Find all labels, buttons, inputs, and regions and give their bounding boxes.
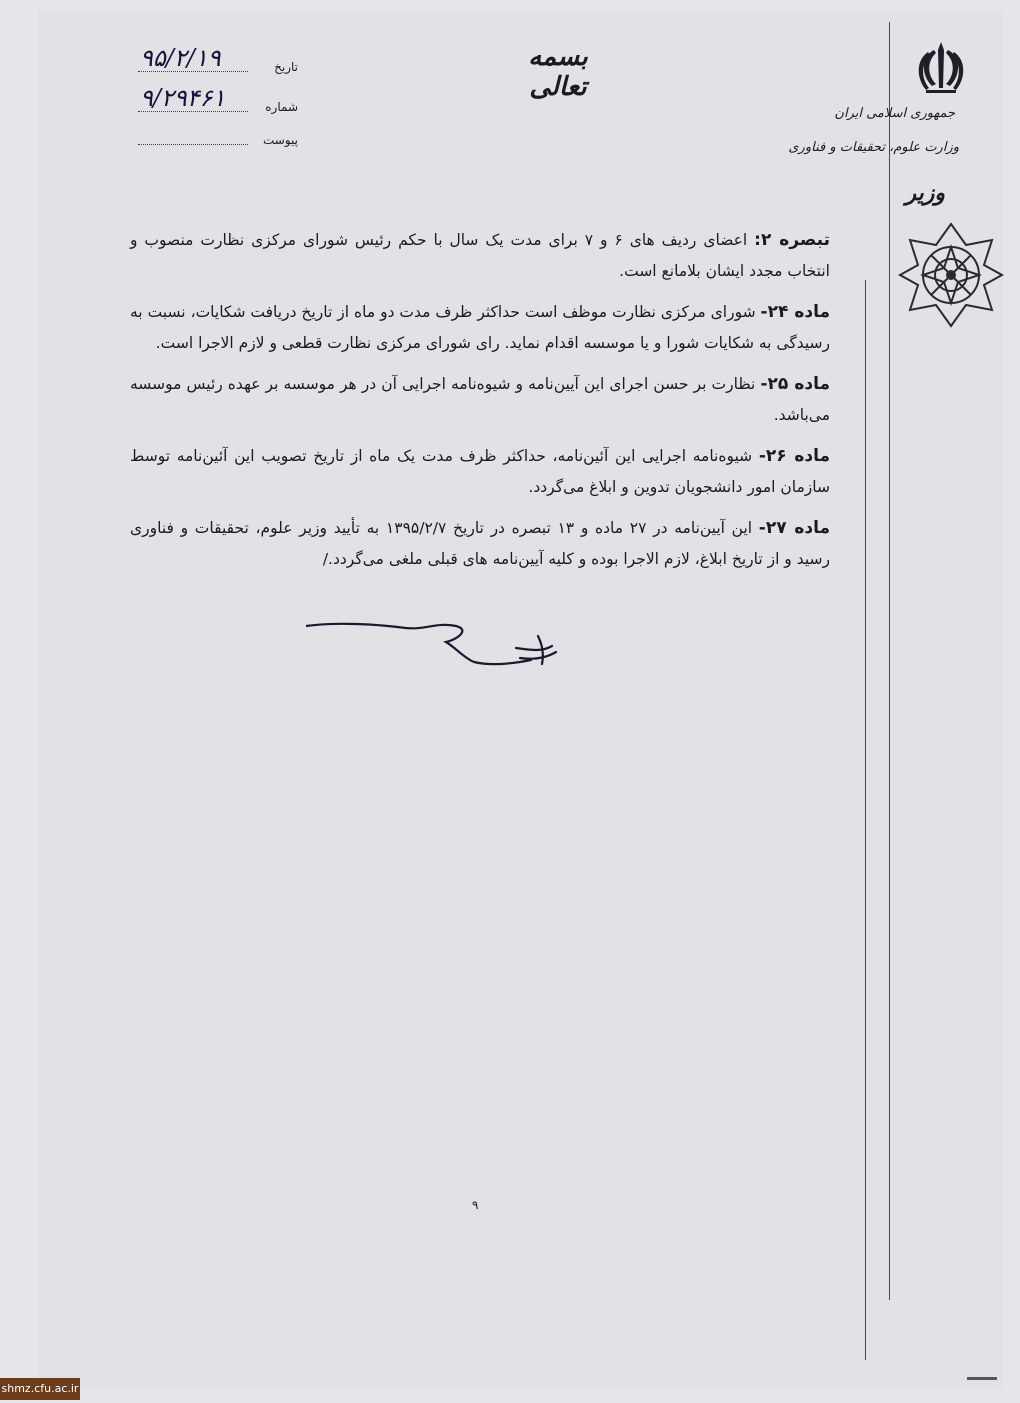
invocation-heading: بسمه تعالی (528, 42, 588, 102)
article-heading: ماده ۲۷- (758, 518, 830, 538)
article-text: شورای مرکزی نظارت موظف است حداکثر ظرف مدت دو ماه از تاریخ دریافت شکایات، نسبت به رسیدگی به شکایات شورا و یا موسسه اقدام نماید. رای شورای مرکزی نظارت قطعی و لازم الاجرا است. (130, 303, 830, 352)
article-heading: ماده ۲۵- (760, 374, 830, 394)
article-note-2 (130, 225, 830, 287)
number-label: شماره (265, 100, 298, 114)
document-body (130, 225, 830, 585)
scan-edge-mark (967, 1377, 997, 1380)
date-value: ۹۵/۲/۱۹ (140, 44, 221, 72)
article-text: اعضای ردیف های ۶ و ۷ برای مدت یک سال با حکم رئیس شورای مرکزی نظارت منصوب و انتخاب مجدد ایشان بلامانع است. (130, 231, 830, 280)
date-label: تاریخ (274, 60, 298, 74)
meta-number-row (138, 84, 298, 116)
article-text: نظارت بر حسن اجرای این آیین‌نامه و شیوه‌نامه اجرایی آن در هر موسسه بر عهده رئیس موسسه می‌باشد. (130, 375, 830, 424)
article-heading: تبصره ۲: (754, 230, 830, 250)
handwritten-signature (306, 618, 566, 678)
meta-date-row (138, 44, 298, 76)
meta-attachment-row (138, 123, 298, 149)
number-value: ۹/۲۹۴۶۱ (140, 84, 226, 112)
header-office: وزیر (905, 180, 945, 206)
footer-site-banner: shmz.cfu.ac.ir (0, 1378, 80, 1400)
article-24 (130, 297, 830, 359)
article-heading: ماده ۲۶- (758, 446, 830, 466)
margin-rule-inner (865, 280, 866, 1360)
attachment-label: پیوست (263, 133, 298, 147)
article-text: شیوه‌نامه اجرایی این آئین‌نامه، حداکثر ظرف مدت یک ماه از تاریخ تصویب این آئین‌نامه توسط سازمان امور دانشجویان تدوین و ابلاغ می‌گردد. (130, 447, 830, 496)
page-number: ۹ (472, 1198, 479, 1212)
document-page (38, 10, 1003, 1390)
article-text: این آیین‌نامه در ۲۷ ماده و ۱۳ تبصره در تاریخ ۱۳۹۵/۲/۷ به تأیید وزیر علوم، تحقیقات و فناوری رسید و از تاریخ ابلاغ، لازم الاجرا بوده و کلیه آیین‌نامه های قبلی ملغی می‌گردد./ (130, 519, 830, 568)
article-25 (130, 369, 830, 431)
article-26 (130, 441, 830, 503)
header-ministry: وزارت علوم، تحقیقات و فناوری (788, 140, 959, 155)
margin-rule-outer (889, 22, 890, 1300)
ornament-rosette-icon (896, 220, 1006, 330)
article-heading: ماده ۲۴- (760, 302, 830, 322)
iran-emblem-icon (914, 38, 968, 96)
header-country: جمهوری اسلامی ایران (834, 106, 955, 121)
attachment-dotted-line (138, 144, 248, 145)
article-27 (130, 513, 830, 575)
